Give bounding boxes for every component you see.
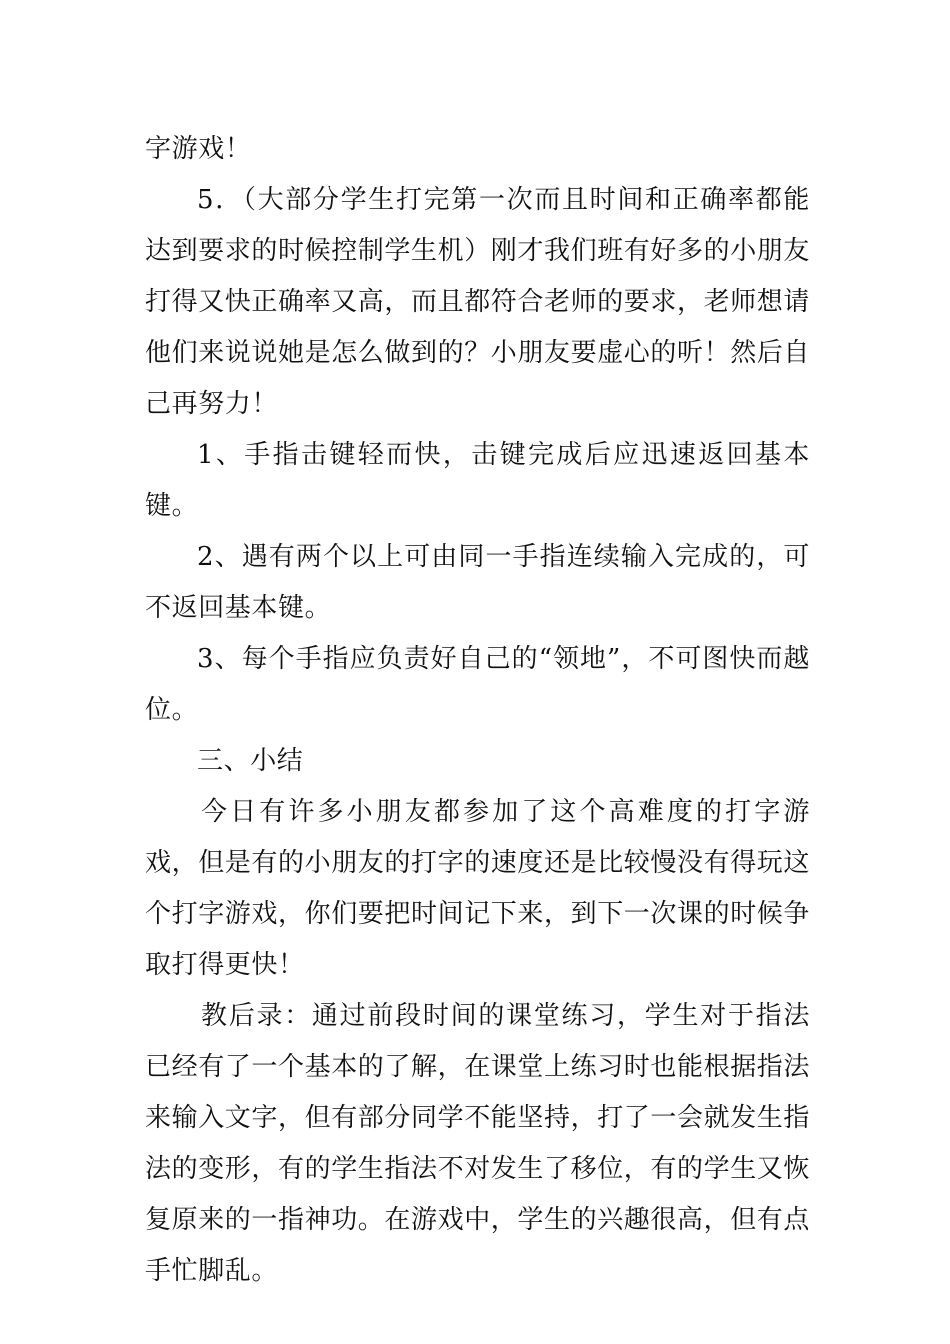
paragraph-tip-2: 2、遇有两个以上可由同一手指连续输入完成的，可不返回基本键。 — [145, 542, 810, 623]
paragraph-tip-1: 1、手指击键轻而快，击键完成后应迅速返回基本键。 — [145, 440, 810, 521]
paragraph-summary: 今日有许多小朋友都参加了这个高难度的打字游戏，但是有的小朋友的打字的速度还是比较慢没有得玩这个打字游戏，你们要把时间记下来，到下一次课的时候争取打得更快！ — [145, 797, 811, 980]
paragraph-continuation: 字游戏！ — [145, 134, 252, 164]
paragraph-tip-3: 3、每个手指应负责好自己的“领地”，不可图快而越位。 — [145, 644, 810, 725]
paragraph-reflection: 教后录：通过前段时间的课堂练习，学生对于指法已经有了一个基本的了解，在课堂上练习时也能根据指法来输入文字，但有部分同学不能坚持，打了一会就发生指法的变形，有的学生指法不对发生了移位，有的学生又恢复原来的一指神功。在游戏中，学生的兴趣很高，但有点手忙脚乱。 — [145, 1001, 811, 1286]
section-heading-summary: 三、小结 — [197, 746, 304, 776]
document-body — [145, 124, 810, 1297]
paragraph-step-5: 5．（大部分学生打完第一次而且时间和正确率都能达到要求的时候控制学生机）刚才我们班有好多的小朋友打得又快正确率又高，而且都符合老师的要求，老师想请他们来说说她是怎么做到的？小朋友要虚心的听！然后自己再努力！ — [145, 185, 811, 419]
